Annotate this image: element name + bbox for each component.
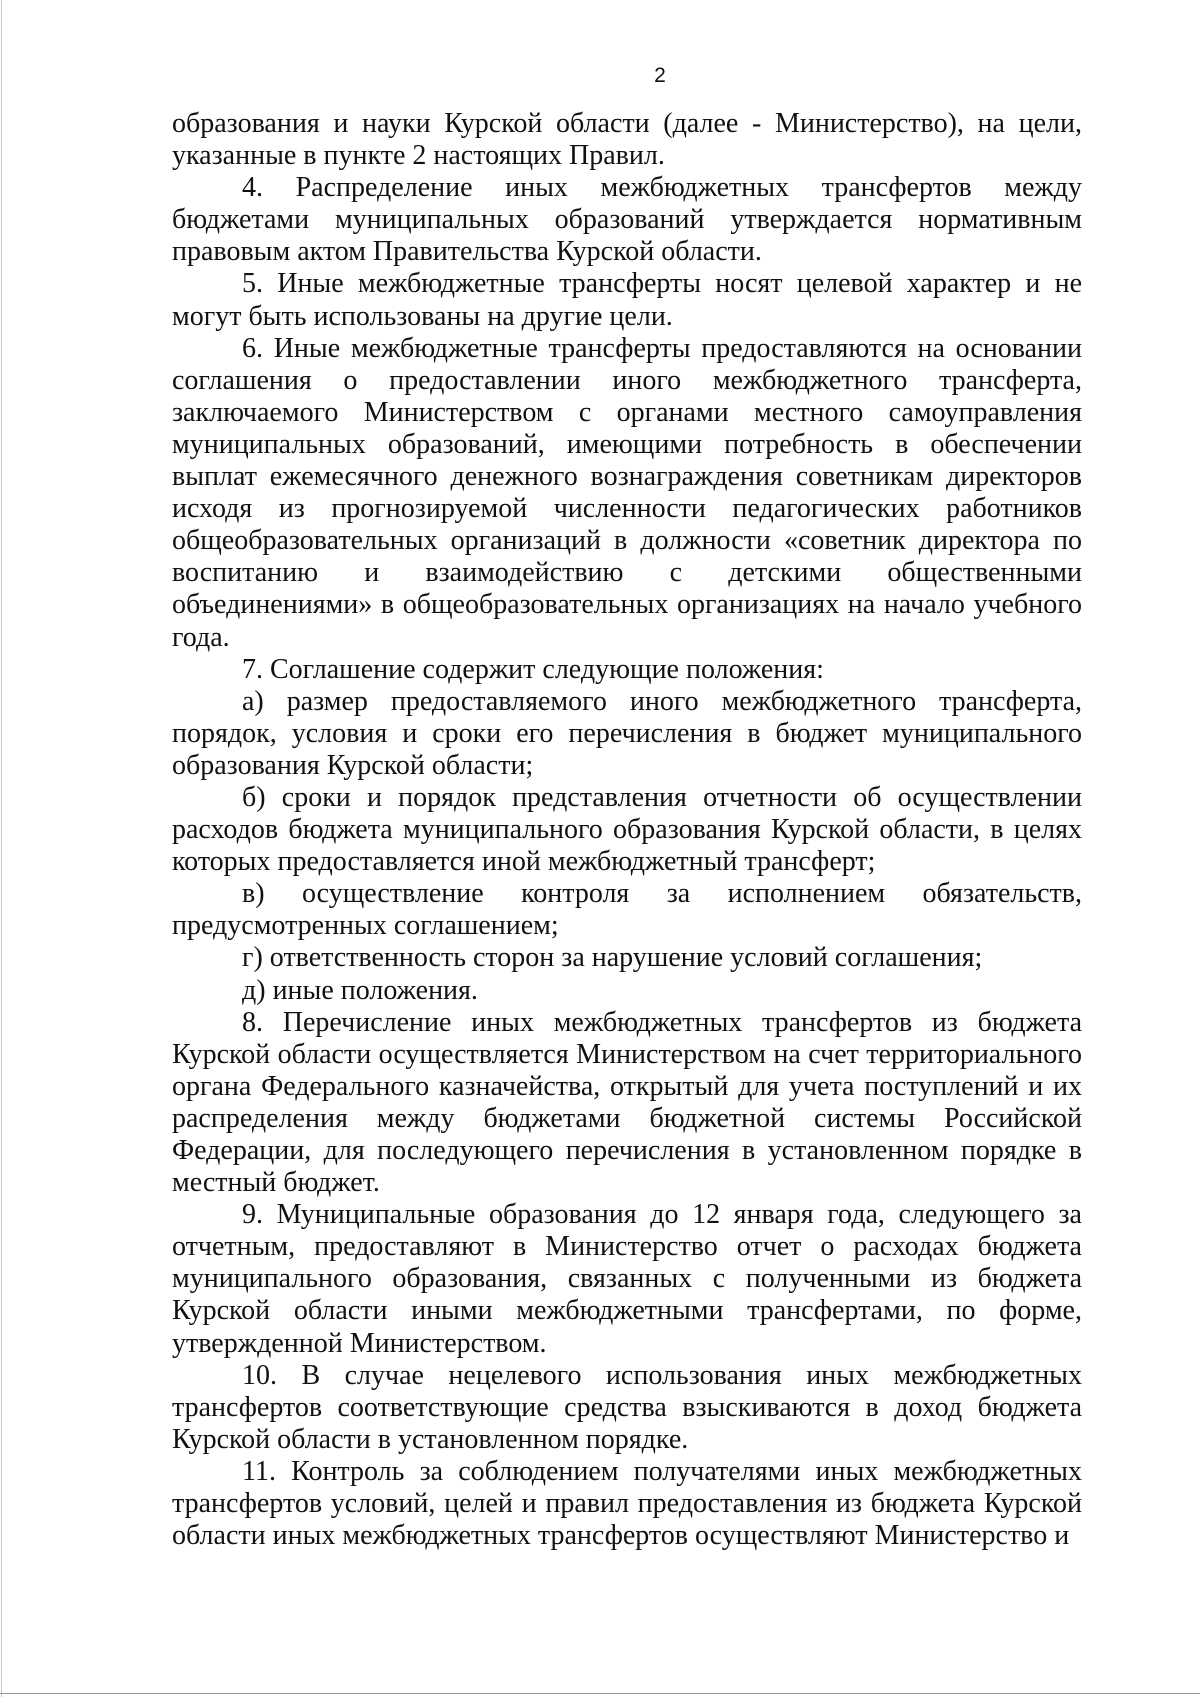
subparagraph-g: г) ответственность сторон за нарушение условий соглашения; <box>242 942 983 974</box>
paragraph-item-6: 6. Иные межбюджетные трансферты предоставляются на основании соглашения о предоставлении иного межбюджетного трансферта, заключаемого Министерством с органами местного самоуправления муниципальных образований, имеющими потребность в обеспечении выплат ежемесячного денежного вознаграждения советникам директоров исходя из прогнозируемой численности педагогических работников общеобразовательных организаций в должности «советник директора по воспитанию и взаимодействию с детскими общественными объединениями» в общеобразовательных организациях на начало учебного года. <box>172 332 1082 653</box>
paragraph-item-9: 9. Муниципальные образования до 12 января года, следующего за отчетным, предоставляют в Министерство отчет о расходах бюджета муниципального образования, связанных с полученными из бюджета Курской области иными межбюджетными трансфертами, по форме, утвержденной Министерством. <box>172 1199 1082 1359</box>
paragraph-item-8: 8. Перечисление иных межбюджетных трансфертов из бюджета Курской области осуществляется Министерством на счет территориального органа Федерального казначейства, открытый для учета поступлений и их распределения между бюджетами бюджетной системы Российской Федерации, для последующего перечисления в установленном порядке в местный бюджет. <box>172 1006 1082 1199</box>
paragraph-continuation: образования и науки Курской области (далее - Министерство), на цели, указанные в пункте 2 настоящих Правил. <box>172 108 1082 172</box>
subparagraph-a: а) размер предоставляемого иного межбюджетного трансферта, порядок, условия и сроки его перечисления в бюджет муниципального образования Курской области; <box>172 685 1082 781</box>
scan-bottom-edge <box>0 1693 1200 1694</box>
paragraph-item-5: 5. Иные межбюджетные трансферты носят целевой характер и не могут быть использованы на другие цели. <box>172 268 1082 332</box>
subparagraph-b: б) сроки и порядок представления отчетности об осуществлении расходов бюджета муниципального образования Курской области, в целях которых предоставляется иной межбюджетный трансферт; <box>172 781 1082 878</box>
scan-left-edge <box>1 0 2 1697</box>
paragraph-item-10: 10. В случае нецелевого использования иных межбюджетных трансфертов соответствующие средства взыскиваются в доход бюджета Курской области в установленном порядке. <box>172 1359 1082 1455</box>
document-body <box>172 108 1082 1552</box>
paragraph-item-4: 4. Распределение иных межбюджетных трансфертов между бюджетами муниципальных образований утверждается нормативным правовым актом Правительства Курской области. <box>172 172 1082 268</box>
paragraph-item-11: 11. Контроль за соблюдением получателями иных межбюджетных трансфертов условий, целей и правил предоставления из бюджета Курской области иных межбюджетных трансфертов осуществляют Министерство и <box>172 1455 1082 1552</box>
page-number: 2 <box>654 64 666 87</box>
subparagraph-d: д) иные положения. <box>242 974 478 1006</box>
paragraph-item-7: 7. Соглашение содержит следующие положения: <box>242 653 824 685</box>
subparagraph-v: в) осуществление контроля за исполнением обязательств, предусмотренных соглашением; <box>172 878 1082 942</box>
